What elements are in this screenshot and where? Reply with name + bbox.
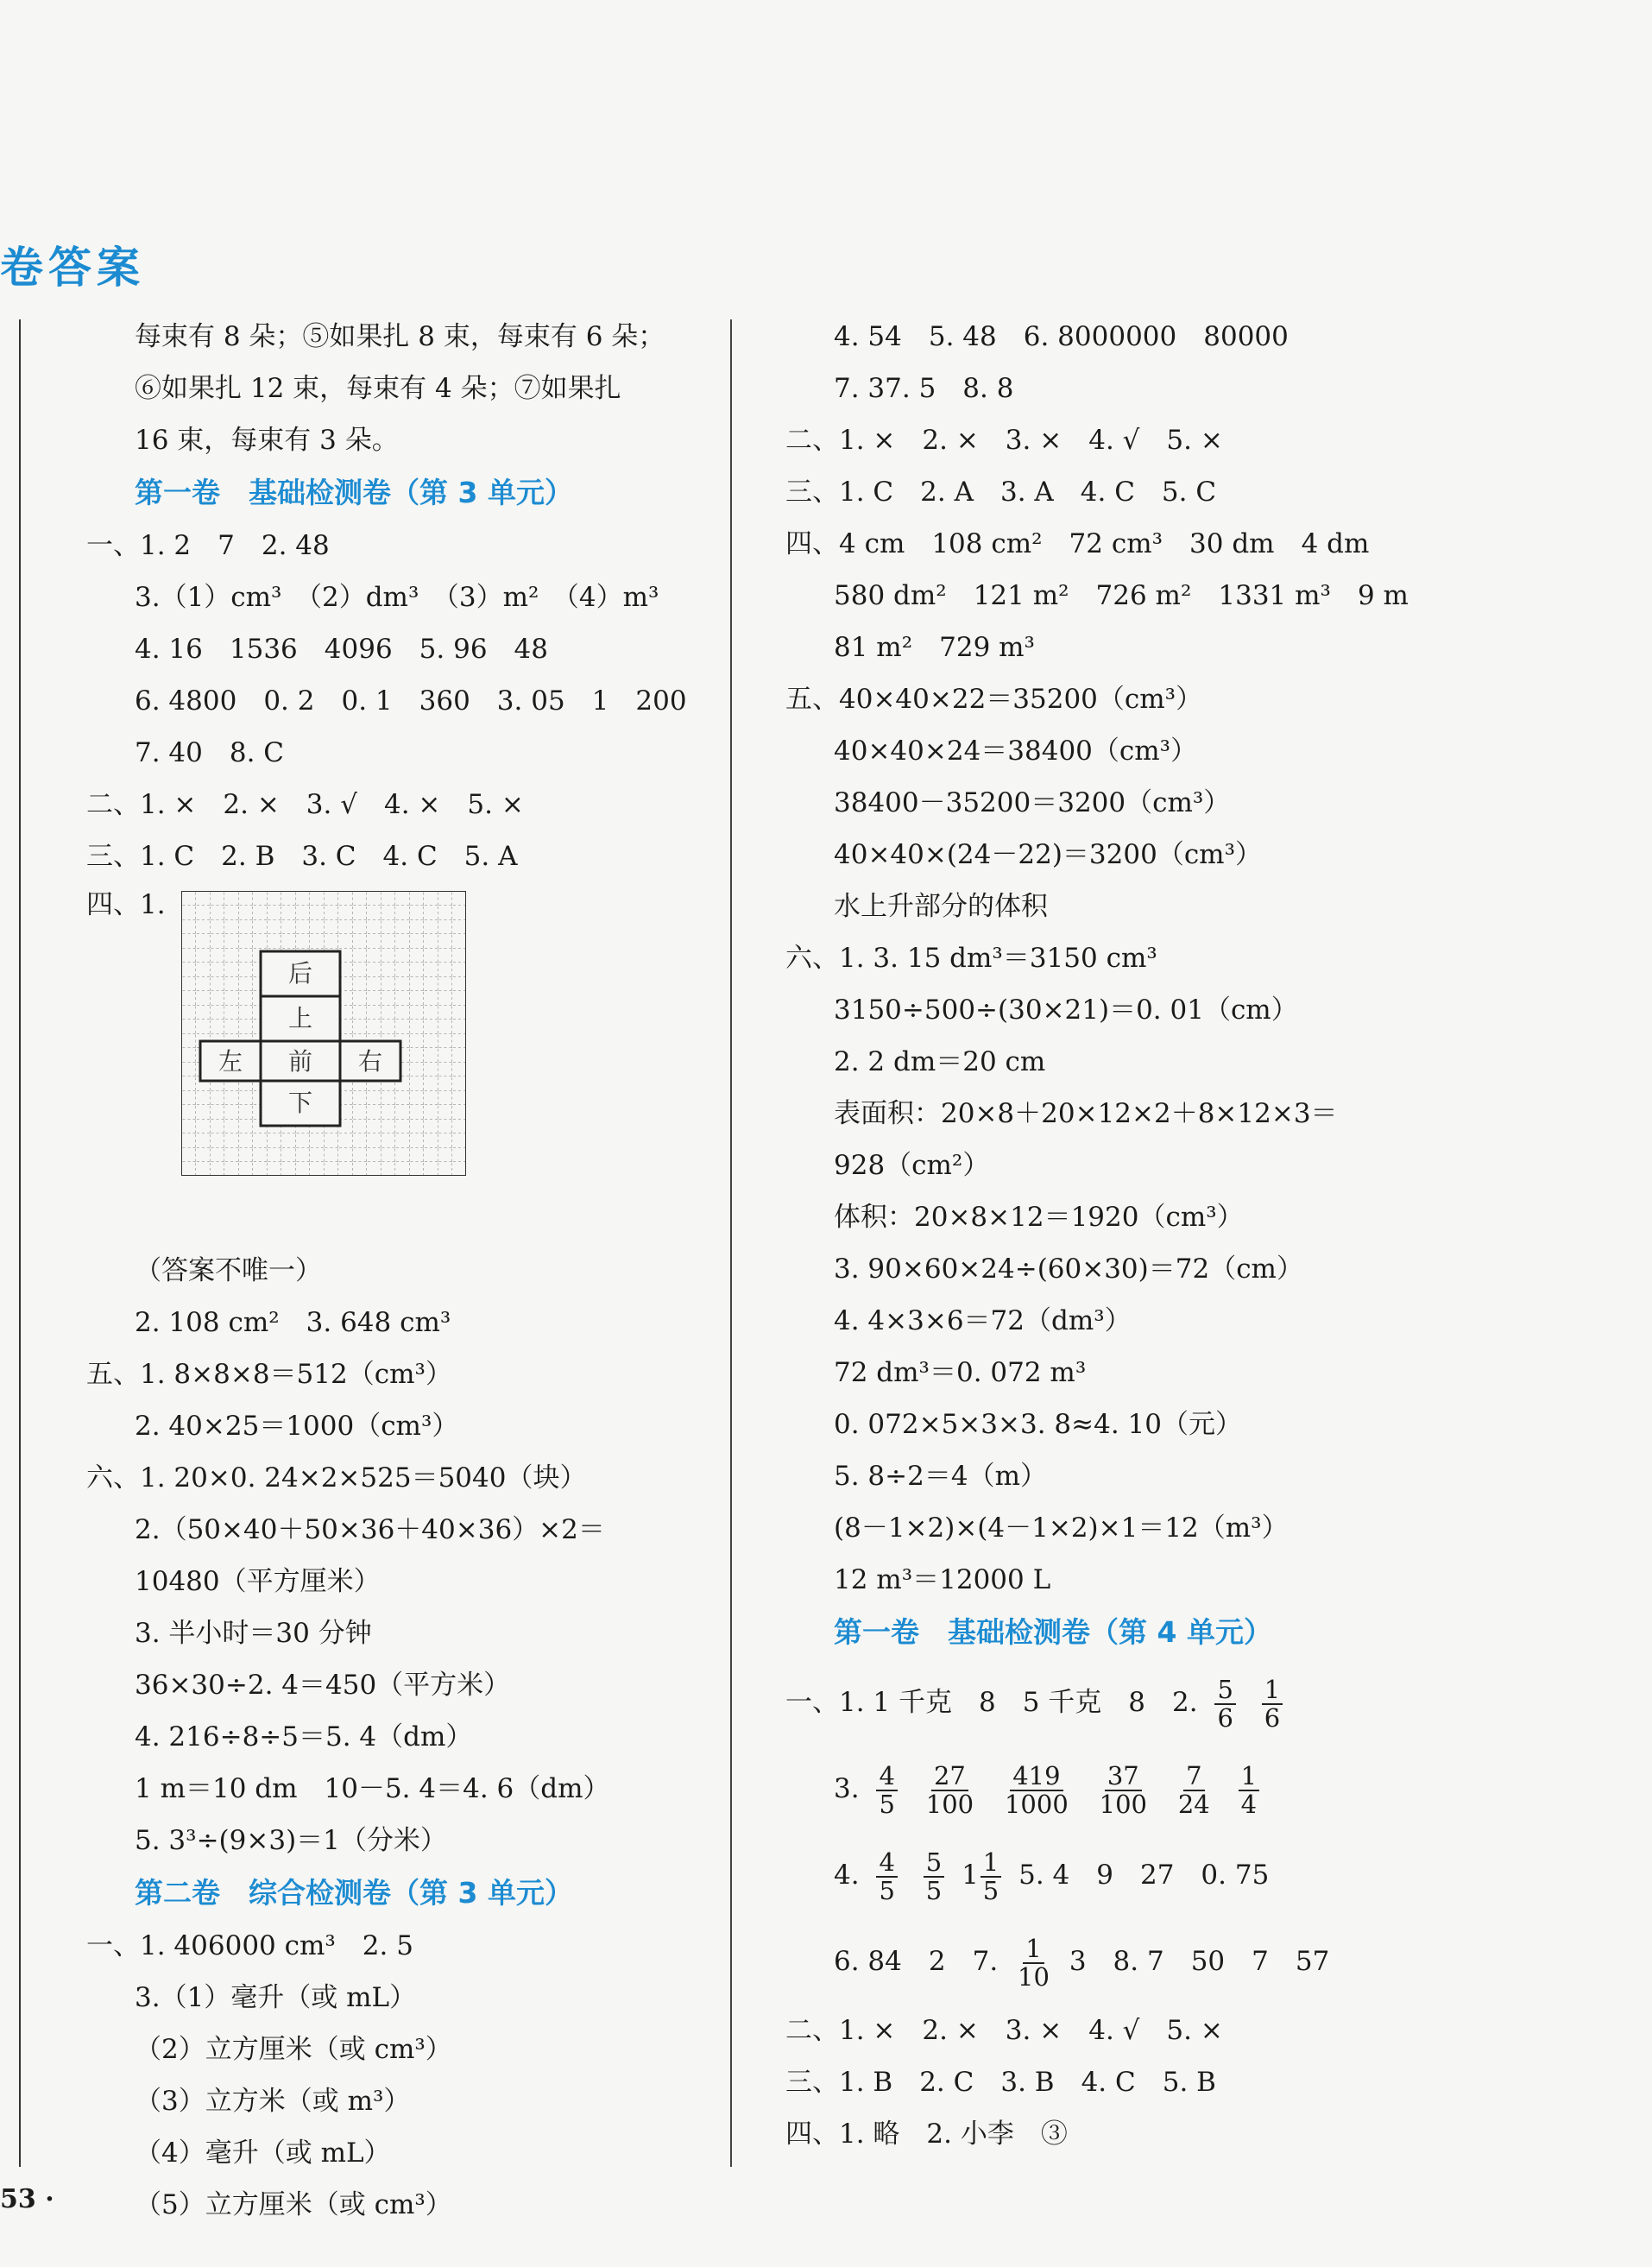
answer-line: 7. 40 8. C: [135, 737, 285, 768]
fraction: [924, 1849, 944, 1904]
answer-line: 一、1. 2 7 2. 48: [86, 530, 330, 561]
numerator: 5: [924, 1849, 944, 1877]
answer-line: 12 m³＝12000 L: [834, 1564, 1051, 1595]
answer-line: 三、1. C 2. A 3. A 4. C 5. C: [785, 477, 1217, 508]
answer-line: 3.（1）cm³ （2）dm³ （3）m² （4）m³: [135, 582, 659, 613]
answer-line: 3. 半小时＝30 分钟: [135, 1618, 372, 1649]
page-number: 53 ·: [0, 2184, 54, 2214]
section-heading: 第一卷 基础检测卷（第 4 单元）: [834, 1615, 1272, 1649]
denominator: 100: [925, 1789, 974, 1819]
fraction: [876, 1763, 897, 1817]
fraction: [1097, 1763, 1150, 1817]
answer-text: 一、1. 1 千克 8 5 千克 8 2.: [785, 1687, 1198, 1718]
answer-line: 一、1. 406000 cm³ 2. 5: [86, 1930, 413, 1961]
numerator: 4: [876, 1849, 897, 1877]
denominator: 24: [1177, 1789, 1210, 1819]
right-column: [785, 311, 1407, 2160]
fraction-line: [785, 1746, 1407, 1832]
answer-text: 5. 4 9 27 0. 75: [1018, 1860, 1270, 1891]
answer-line: 二、1. × 2. × 3. × 4. √ 5. ×: [785, 2015, 1223, 2046]
face-front: 前: [287, 1047, 313, 1076]
answer-line: 5. 3³÷(9×3)＝1（分米）: [135, 1825, 447, 1856]
fraction: [1176, 1763, 1213, 1817]
answer-line: 五、40×40×22＝35200（cm³）: [785, 684, 1203, 715]
answer-line: 水上升部分的体积: [834, 891, 1048, 922]
column-divider: [730, 319, 732, 2167]
page-title: 卷答案: [0, 243, 145, 293]
answer-line: 928（cm²）: [834, 1150, 990, 1181]
answer-line: 0. 072×5×3×3. 8≈4. 10（元）: [834, 1409, 1242, 1440]
denominator: 5: [925, 1875, 943, 1905]
numerator: 4: [876, 1763, 897, 1790]
answer-line: 2. 108 cm² 3. 648 cm³: [135, 1307, 451, 1338]
answer-line: 三、1. C 2. B 3. C 4. C 5. A: [86, 841, 518, 872]
answer-line: 五、1. 8×8×8＝512（cm³）: [86, 1359, 452, 1390]
face-top: 上: [287, 1004, 313, 1032]
answer-text: 3.: [834, 1773, 860, 1804]
answer-line: 36×30÷2. 4＝450（平方米）: [135, 1670, 511, 1701]
face-right: 右: [357, 1047, 383, 1076]
answer-line: （3）立方米（或 m³）: [135, 2086, 411, 2117]
mixed-whole: 1: [962, 1860, 979, 1891]
denominator: 4: [1240, 1789, 1258, 1819]
answer-line: 2. 40×25＝1000（cm³）: [135, 1411, 459, 1442]
numerator: 1: [1262, 1677, 1283, 1704]
answer-line: （5）立方厘米（或 cm³）: [135, 2189, 452, 2220]
denominator: 10: [1018, 1961, 1050, 1992]
answer-line: 6. 4800 0. 2 0. 1 360 3. 05 1 200: [135, 685, 687, 717]
answer-line: 表面积：20×8＋20×12×2＋8×12×3＝: [834, 1098, 1338, 1129]
answer-line: 二、1. × 2. × 3. √ 4. × 5. ×: [86, 789, 524, 820]
answer-line: 40×40×(24－22)＝3200（cm³）: [834, 839, 1262, 870]
denominator: 6: [1264, 1702, 1281, 1733]
answer-line: 2.（50×40＋50×36＋40×36）×2＝: [135, 1514, 605, 1545]
numerator: 1: [980, 1849, 1001, 1877]
answer-line: 1 m＝10 dm 10－5. 4＝4. 6（dm）: [135, 1773, 610, 1804]
answer-line: 3.（1）毫升（或 mL）: [135, 1982, 417, 2013]
answer-line: 3150÷500÷(30×21)＝0. 01（cm）: [834, 995, 1298, 1026]
answer-line: 4. 54 5. 48 6. 8000000 80000: [834, 321, 1289, 352]
answer-line: 三、1. B 2. C 3. B 4. C 5. B: [785, 2067, 1216, 2098]
fraction: [980, 1849, 1001, 1904]
answer-line: 4. 4×3×6＝72（dm³）: [834, 1305, 1132, 1336]
fraction: [1002, 1763, 1071, 1817]
answer-line: （2）立方厘米（或 cm³）: [135, 2034, 452, 2065]
numerator: 419: [1010, 1763, 1062, 1790]
answer-text: 6. 84 2 7.: [834, 1946, 999, 1977]
net-diagram-line: [86, 882, 708, 1245]
answer-line: 六、1. 20×0. 24×2×525＝5040（块）: [86, 1462, 587, 1493]
text-line: 16 束，每束有 3 朵。: [135, 425, 399, 456]
fraction: [1262, 1677, 1283, 1731]
fraction: [1239, 1763, 1259, 1817]
answer-line: 3. 90×60×24÷(60×30)＝72（cm）: [834, 1253, 1303, 1285]
answer-line: 二、1. × 2. × 3. × 4. √ 5. ×: [785, 425, 1223, 456]
denominator: 6: [1217, 1702, 1233, 1733]
answer-line: 40×40×24＝38400（cm³）: [834, 736, 1198, 767]
numerator: 5: [1214, 1677, 1235, 1704]
answer-line: 81 m² 729 m³: [834, 632, 1035, 663]
numerator: 7: [1183, 1763, 1204, 1790]
fraction: [876, 1849, 897, 1904]
face-back: 后: [287, 959, 313, 988]
section-heading: 第一卷 基础检测卷（第 3 单元）: [135, 476, 573, 509]
denominator: 1000: [1004, 1789, 1069, 1819]
numerator: 37: [1105, 1763, 1142, 1790]
answer-line: （答案不唯一）: [135, 1255, 322, 1286]
left-column: [86, 311, 708, 2231]
answer-line: 7. 37. 5 8. 8: [834, 373, 1014, 404]
answer-line: 5. 8÷2＝4（m）: [834, 1461, 1047, 1492]
denominator: 100: [1099, 1789, 1147, 1819]
fraction: [924, 1763, 976, 1817]
text-line: 每束有 8 朵；⑤如果扎 8 束，每束有 6 朵；: [135, 321, 665, 352]
answer-line: 72 dm³＝0. 072 m³: [834, 1357, 1087, 1388]
numerator: 1: [1239, 1763, 1259, 1790]
answer-line: 六、1. 3. 15 dm³＝3150 cm³: [785, 943, 1157, 974]
answer-label: 四、1.: [86, 889, 166, 920]
answer-line: (8－1×2)×(4－1×2)×1＝12（m³）: [834, 1512, 1289, 1544]
answer-line: 四、1. 略 2. 小李 ③: [785, 2119, 1068, 2150]
text-line: ⑥如果扎 12 束，每束有 4 朵；⑦如果扎: [135, 373, 621, 404]
section-heading: 第二卷 综合检测卷（第 3 单元）: [135, 1876, 573, 1910]
fraction: [1214, 1677, 1235, 1731]
numerator: 27: [931, 1763, 968, 1790]
answer-text: 4.: [834, 1860, 860, 1891]
fraction-line: [785, 1832, 1407, 1918]
denominator: 5: [879, 1875, 895, 1905]
face-bottom: 下: [287, 1089, 313, 1117]
answer-line: 4. 16 1536 4096 5. 96 48: [135, 634, 548, 665]
answer-line: 580 dm² 121 m² 726 m² 1331 m³ 9 m: [834, 580, 1409, 611]
left-margin-rule: [19, 319, 21, 2167]
fraction-line: [785, 1918, 1407, 2005]
answer-line: 10480（平方厘米）: [135, 1566, 381, 1597]
answer-line: 体积：20×8×12＝1920（cm³）: [834, 1202, 1244, 1233]
fraction: [1015, 1935, 1052, 1990]
answer-line: 4. 216÷8÷5＝5. 4（dm）: [135, 1721, 473, 1752]
answer-line: （4）毫升（或 mL）: [135, 2138, 391, 2169]
cube-net-diagram: [181, 891, 466, 1176]
answer-text: 3 8. 7 50 7 57: [1069, 1946, 1330, 1977]
denominator: 5: [982, 1875, 999, 1905]
answer-line: 四、4 cm 108 cm² 72 cm³ 30 dm 4 dm: [785, 528, 1370, 559]
fraction-line: [785, 1659, 1407, 1746]
answer-line: 2. 2 dm＝20 cm: [834, 1046, 1046, 1077]
denominator: 5: [879, 1789, 895, 1819]
face-left: 左: [218, 1047, 243, 1076]
answer-line: 38400－35200＝3200（cm³）: [834, 787, 1231, 818]
numerator: 1: [1023, 1935, 1044, 1963]
